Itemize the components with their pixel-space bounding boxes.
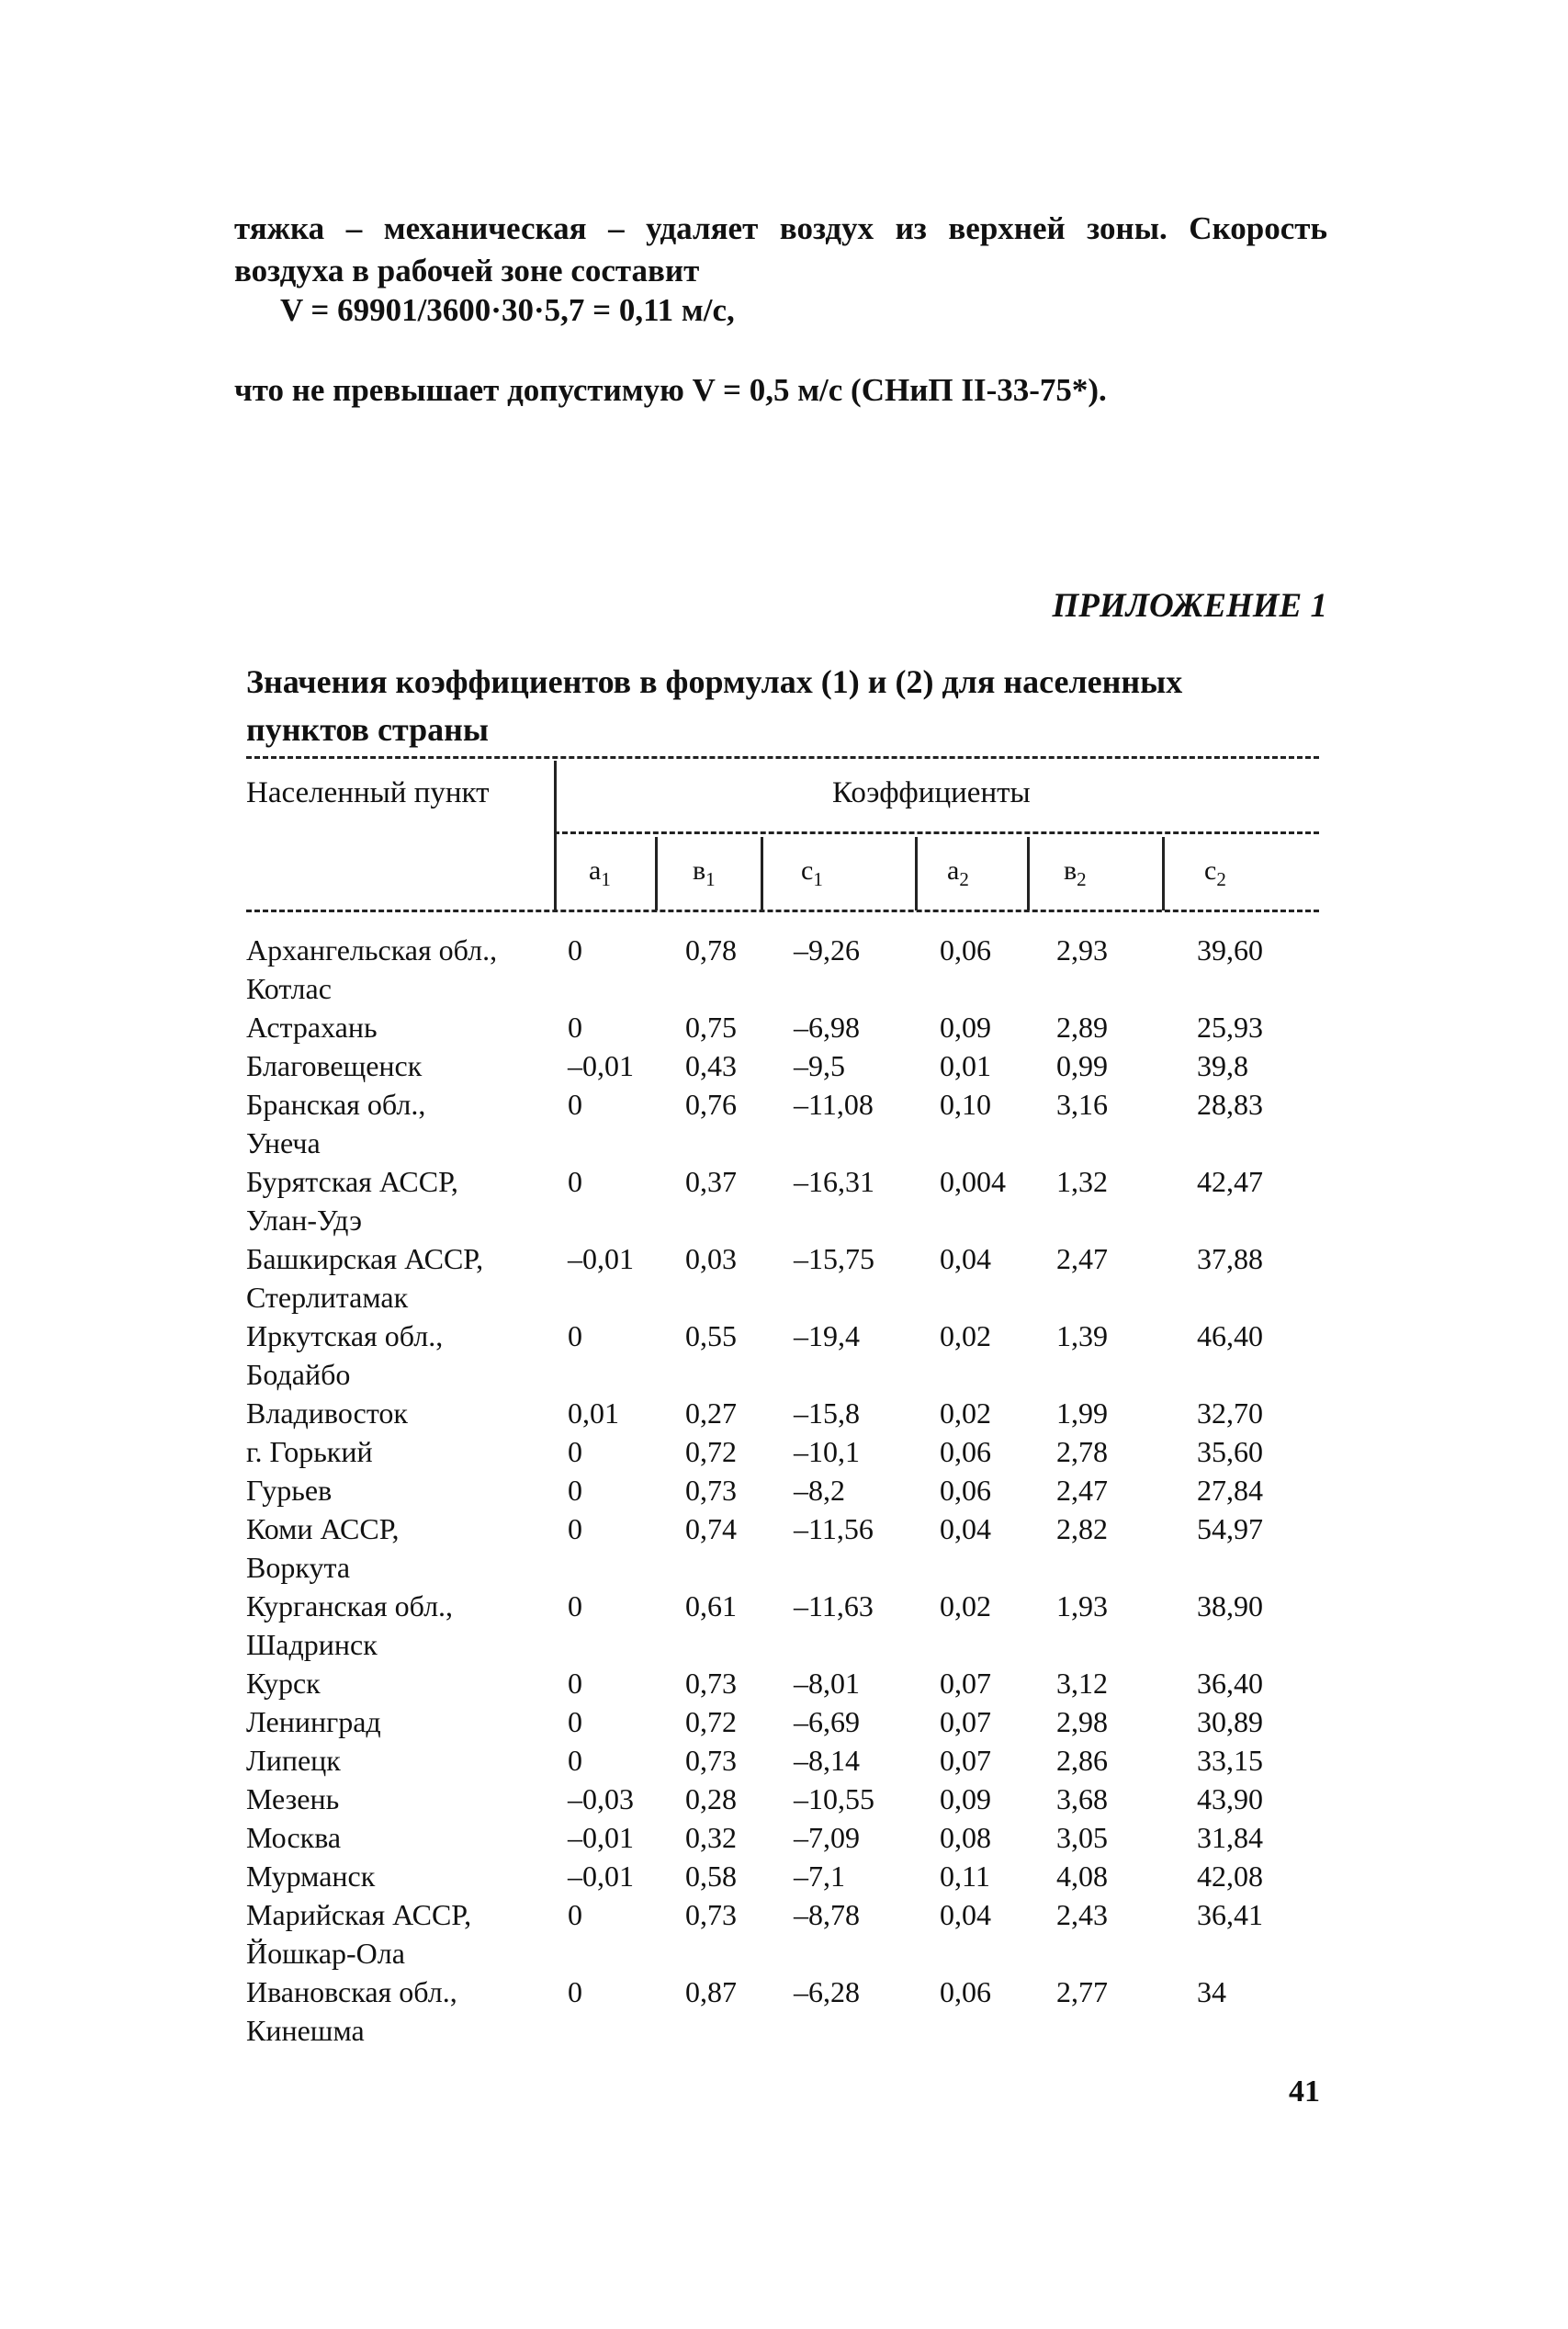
row-value-cell: –0,01 [568, 1049, 634, 1082]
table-row [246, 1085, 1319, 1162]
row-value-cell: 0 [568, 1512, 582, 1545]
row-place-name-line: Коми АССР, [246, 1512, 400, 1545]
row-value-cell: 4,08 [1056, 1860, 1108, 1893]
row-value-cell: –10,1 [794, 1435, 860, 1468]
row-value-cell: 0,06 [940, 1474, 991, 1507]
row-place-name [246, 1317, 443, 1394]
row-value-cell: 0,11 [940, 1860, 990, 1893]
coef-header-base: c [1204, 855, 1217, 886]
row-value-cell: 2,47 [1056, 1474, 1108, 1507]
coef-header-sub: 2 [959, 868, 969, 890]
row-value-cell: 0,78 [685, 933, 737, 967]
row-place-name [246, 1587, 453, 1664]
row-value-cell: 0,06 [940, 933, 991, 967]
row-value-cell: –10,55 [794, 1782, 874, 1815]
table-row [246, 1509, 1319, 1587]
row-value-cell: 0,55 [685, 1319, 737, 1352]
row-value-cell: –8,78 [794, 1898, 860, 1931]
body-text-line-2: воздуха в рабочей зоне составит [234, 253, 700, 288]
coef-header-в2 [1064, 855, 1087, 891]
row-value-cell: –16,31 [794, 1165, 874, 1198]
col-header-place: Населенный пункт [246, 776, 490, 809]
row-value-cell: –7,1 [794, 1860, 845, 1893]
row-value-cell: 0,72 [685, 1705, 737, 1738]
row-value-cell: 0,08 [940, 1821, 991, 1854]
row-place-name-line: Курганская обл., [246, 1589, 454, 1622]
appendix-label: ПРИЛОЖЕНИЕ 1 [1052, 587, 1327, 625]
row-value-cell: 46,40 [1197, 1319, 1263, 1352]
row-place-name-line: Унеча [246, 1126, 321, 1159]
row-value-cell: –8,01 [794, 1667, 860, 1700]
coef-header-sub: 2 [1077, 868, 1087, 890]
row-value-cell: 0,99 [1056, 1049, 1108, 1082]
row-value-cell: 38,90 [1197, 1589, 1263, 1622]
table-row [246, 1394, 1319, 1432]
row-value-cell: 2,86 [1056, 1744, 1108, 1777]
row-place-name-line: Москва [246, 1821, 342, 1854]
row-place-name [246, 1895, 471, 1973]
row-value-cell: 0,75 [685, 1011, 737, 1044]
row-place-name-line: Шадринск [246, 1628, 378, 1661]
row-value-cell: 0,73 [685, 1474, 737, 1507]
row-value-cell: 0,07 [940, 1744, 991, 1777]
coef-header-a2 [947, 855, 969, 891]
row-place-name [246, 1741, 341, 1780]
table-row [246, 1664, 1319, 1702]
table-row [246, 1895, 1319, 1973]
row-value-cell: 1,32 [1056, 1165, 1108, 1198]
coef-header-sub: 1 [813, 868, 823, 890]
row-place-name-line: Бурятская АССР, [246, 1165, 458, 1198]
row-value-cell: 0 [568, 1165, 582, 1198]
row-value-cell: 42,08 [1197, 1860, 1263, 1893]
row-place-name [246, 1818, 341, 1857]
table-row [246, 1702, 1319, 1741]
row-value-cell: 0,61 [685, 1589, 737, 1622]
row-value-cell: 3,12 [1056, 1667, 1108, 1700]
row-value-cell: 2,98 [1056, 1705, 1108, 1738]
row-value-cell: 0,02 [940, 1396, 991, 1430]
row-place-name-line: Мезень [246, 1782, 340, 1815]
coefficients-table [246, 756, 1319, 2047]
row-value-cell: 0,06 [940, 1975, 991, 2008]
row-value-cell: 0,02 [940, 1589, 991, 1622]
row-value-cell: 39,8 [1197, 1049, 1248, 1082]
coef-header-sub: 1 [601, 868, 611, 890]
coef-header-base: a [947, 855, 960, 886]
row-place-name-line: Йошкар-Ола [246, 1937, 405, 1970]
row-value-cell: 37,88 [1197, 1242, 1263, 1275]
row-value-cell: 0 [568, 1474, 582, 1507]
table-row [246, 1239, 1319, 1317]
row-value-cell: 0,87 [685, 1975, 737, 2008]
row-value-cell: –15,8 [794, 1396, 860, 1430]
row-value-cell: 0,58 [685, 1860, 737, 1893]
row-value-cell: 0,27 [685, 1396, 737, 1430]
row-value-cell: 0 [568, 1589, 582, 1622]
row-value-cell: 0,73 [685, 1898, 737, 1931]
row-value-cell: 0 [568, 1667, 582, 1700]
coef-header-base: в [693, 855, 706, 886]
row-value-cell: 34 [1197, 1975, 1226, 2008]
row-place-name [246, 1702, 381, 1741]
row-place-name-line: Ивановская обл., [246, 1975, 457, 2008]
row-place-name [246, 1857, 375, 1895]
row-value-cell: 0,74 [685, 1512, 737, 1545]
velocity-formula: V = 69901/3600·30·5,7 = 0,11 м/с, [280, 292, 735, 328]
coef-header-в1 [693, 855, 716, 891]
row-value-cell: –11,56 [794, 1512, 874, 1545]
table-row [246, 1046, 1319, 1085]
row-value-cell: 0 [568, 1705, 582, 1738]
coef-header-a1 [589, 855, 611, 891]
coef-header-c1 [801, 855, 823, 891]
row-value-cell: –7,09 [794, 1821, 860, 1854]
coef-header-base: в [1064, 855, 1077, 886]
row-value-cell: –0,01 [568, 1860, 634, 1893]
row-value-cell: 27,84 [1197, 1474, 1263, 1507]
row-value-cell: 0,28 [685, 1782, 737, 1815]
row-value-cell: 3,05 [1056, 1821, 1108, 1854]
row-place-name [246, 1509, 400, 1587]
row-value-cell: 1,93 [1056, 1589, 1108, 1622]
row-place-name-line: Котлас [246, 972, 332, 1005]
row-value-cell: –9,5 [794, 1049, 845, 1082]
row-value-cell: 0,07 [940, 1705, 991, 1738]
row-place-name [246, 1085, 425, 1162]
row-place-name-line: Благовещенск [246, 1049, 423, 1082]
row-place-name-line: Бодайбо [246, 1358, 351, 1391]
row-place-name-line: Марийская АССР, [246, 1898, 472, 1931]
row-value-cell: 0,09 [940, 1011, 991, 1044]
row-value-cell: 0,03 [685, 1242, 737, 1275]
row-value-cell: 0,01 [940, 1049, 991, 1082]
row-place-name-line: Иркутская обл., [246, 1319, 444, 1352]
row-value-cell: 42,47 [1197, 1165, 1263, 1198]
row-place-name-line: Улан-Удэ [246, 1204, 362, 1237]
row-value-cell: 2,89 [1056, 1011, 1108, 1044]
row-value-cell: 28,83 [1197, 1088, 1263, 1121]
row-place-name [246, 1162, 458, 1239]
row-place-name [246, 1471, 332, 1509]
table-row [246, 1432, 1319, 1471]
table-row [246, 1857, 1319, 1895]
row-value-cell: 0,01 [568, 1396, 619, 1430]
row-value-cell: –6,98 [794, 1011, 860, 1044]
row-value-cell: 0,09 [940, 1782, 991, 1815]
row-value-cell: 0,06 [940, 1435, 991, 1468]
row-place-name [246, 1432, 373, 1471]
coef-header-rule [554, 831, 1319, 834]
page-number: 41 [1289, 2075, 1320, 2109]
row-value-cell: 2,93 [1056, 933, 1108, 967]
row-value-cell: 1,99 [1056, 1396, 1108, 1430]
coef-header-sub: 1 [705, 868, 716, 890]
row-place-name-line: Мурманск [246, 1860, 376, 1893]
row-place-name-line: Архангельская обл., [246, 933, 498, 967]
table-caption-line-2: пунктов страны [246, 711, 489, 748]
coef-header-c2 [1204, 855, 1226, 891]
coef-header-sub: 2 [1216, 868, 1226, 890]
row-value-cell: 36,41 [1197, 1898, 1263, 1931]
row-value-cell: –0,01 [568, 1242, 634, 1275]
row-value-cell: 3,16 [1056, 1088, 1108, 1121]
row-value-cell: 0,73 [685, 1667, 737, 1700]
row-value-cell: 0,72 [685, 1435, 737, 1468]
row-value-cell: 39,60 [1197, 933, 1263, 967]
row-value-cell: 0,04 [940, 1898, 991, 1931]
row-place-name [246, 1008, 378, 1046]
table-caption [246, 658, 1220, 753]
row-value-cell: –8,2 [794, 1474, 845, 1507]
row-value-cell: –6,28 [794, 1975, 860, 2008]
col-header-coefficients: Коэффициенты [832, 776, 1031, 809]
row-value-cell: 0,004 [940, 1165, 1006, 1198]
row-place-name [246, 1973, 457, 2050]
row-value-cell: 3,68 [1056, 1782, 1108, 1815]
row-value-cell: 25,93 [1197, 1011, 1263, 1044]
row-value-cell: –11,08 [794, 1088, 874, 1121]
row-place-name-line: Владивосток [246, 1396, 408, 1430]
row-value-cell: –0,01 [568, 1821, 634, 1854]
row-place-name-line: Стерлитамак [246, 1281, 409, 1314]
row-place-name-line: Ленинград [246, 1705, 381, 1738]
row-value-cell: 31,84 [1197, 1821, 1263, 1854]
body-text-line-3: что не превышает допустимую V = 0,5 м/с (СНиП II-33-75*). [234, 372, 1107, 408]
row-value-cell: 0 [568, 1744, 582, 1777]
table-row [246, 1008, 1319, 1046]
row-place-name [246, 1780, 339, 1818]
row-value-cell: 54,97 [1197, 1512, 1263, 1545]
row-value-cell: 33,15 [1197, 1744, 1263, 1777]
table-row [246, 1471, 1319, 1509]
row-value-cell: –6,69 [794, 1705, 860, 1738]
row-value-cell: 0 [568, 1435, 582, 1468]
row-place-name-line: г. Горький [246, 1435, 373, 1468]
row-value-cell: 2,82 [1056, 1512, 1108, 1545]
row-value-cell: 0,02 [940, 1319, 991, 1352]
row-place-name [246, 1046, 422, 1085]
coef-header-divider [1027, 837, 1030, 910]
row-place-name-line: Воркута [246, 1551, 351, 1584]
row-value-cell: –19,4 [794, 1319, 860, 1352]
row-value-cell: 43,90 [1197, 1782, 1263, 1815]
row-value-cell: –0,03 [568, 1782, 634, 1815]
row-value-cell: 2,77 [1056, 1975, 1108, 2008]
row-place-name [246, 1394, 408, 1432]
row-value-cell: 0 [568, 933, 582, 967]
row-value-cell: 0,37 [685, 1165, 737, 1198]
row-place-name-line: Бранская обл., [246, 1088, 426, 1121]
row-value-cell: 0,73 [685, 1744, 737, 1777]
row-place-name-line: Курск [246, 1667, 321, 1700]
row-value-cell: 0,76 [685, 1088, 737, 1121]
row-value-cell: 0 [568, 1319, 582, 1352]
row-value-cell: –11,63 [794, 1589, 874, 1622]
table-header-bottom-rule [246, 910, 1319, 912]
table-row [246, 1162, 1319, 1239]
table-row [246, 1317, 1319, 1394]
coef-header-divider [761, 837, 763, 910]
row-value-cell: 1,39 [1056, 1319, 1108, 1352]
row-value-cell: –8,14 [794, 1744, 860, 1777]
row-place-name [246, 1239, 483, 1317]
table-row [246, 1587, 1319, 1664]
row-value-cell: 32,70 [1197, 1396, 1263, 1430]
row-place-name-line: Гурьев [246, 1474, 333, 1507]
coef-header-base: c [801, 855, 814, 886]
coef-header-divider [1162, 837, 1165, 910]
row-place-name [246, 931, 497, 1008]
row-value-cell: –9,26 [794, 933, 860, 967]
table-row [246, 1818, 1319, 1857]
row-place-name-line: Башкирская АССР, [246, 1242, 484, 1275]
row-value-cell: 0,32 [685, 1821, 737, 1854]
header-divider [554, 761, 557, 912]
body-text-line-1: тяжка – механическая – удаляет воздух из верхней зоны. Скорость [234, 210, 1327, 246]
table-row [246, 931, 1319, 1008]
row-value-cell: 0 [568, 1011, 582, 1044]
table-top-rule [246, 756, 1319, 759]
row-value-cell: 2,47 [1056, 1242, 1108, 1275]
coef-header-base: a [589, 855, 602, 886]
row-value-cell: 0 [568, 1975, 582, 2008]
row-value-cell: 2,43 [1056, 1898, 1108, 1931]
coef-header-divider [915, 837, 918, 910]
row-place-name-line: Кинешма [246, 2014, 365, 2047]
row-value-cell: 0,07 [940, 1667, 991, 1700]
row-value-cell: 0,04 [940, 1512, 991, 1545]
coef-header-divider [655, 837, 658, 910]
row-value-cell: –15,75 [794, 1242, 874, 1275]
row-value-cell: 35,60 [1197, 1435, 1263, 1468]
table-row [246, 1741, 1319, 1780]
row-value-cell: 0,04 [940, 1242, 991, 1275]
row-value-cell: 0,10 [940, 1088, 991, 1121]
row-value-cell: 30,89 [1197, 1705, 1263, 1738]
row-value-cell: 0 [568, 1088, 582, 1121]
row-value-cell: 0 [568, 1898, 582, 1931]
table-row [246, 1973, 1319, 2050]
table-caption-line-1: Значения коэффициентов в формулах (1) и (2) для населенных [246, 663, 1183, 700]
row-value-cell: 0,43 [685, 1049, 737, 1082]
row-place-name-line: Астрахань [246, 1011, 378, 1044]
row-value-cell: 36,40 [1197, 1667, 1263, 1700]
table-row [246, 1780, 1319, 1818]
row-place-name-line: Липецк [246, 1744, 341, 1777]
row-value-cell: 2,78 [1056, 1435, 1108, 1468]
row-place-name [246, 1664, 321, 1702]
